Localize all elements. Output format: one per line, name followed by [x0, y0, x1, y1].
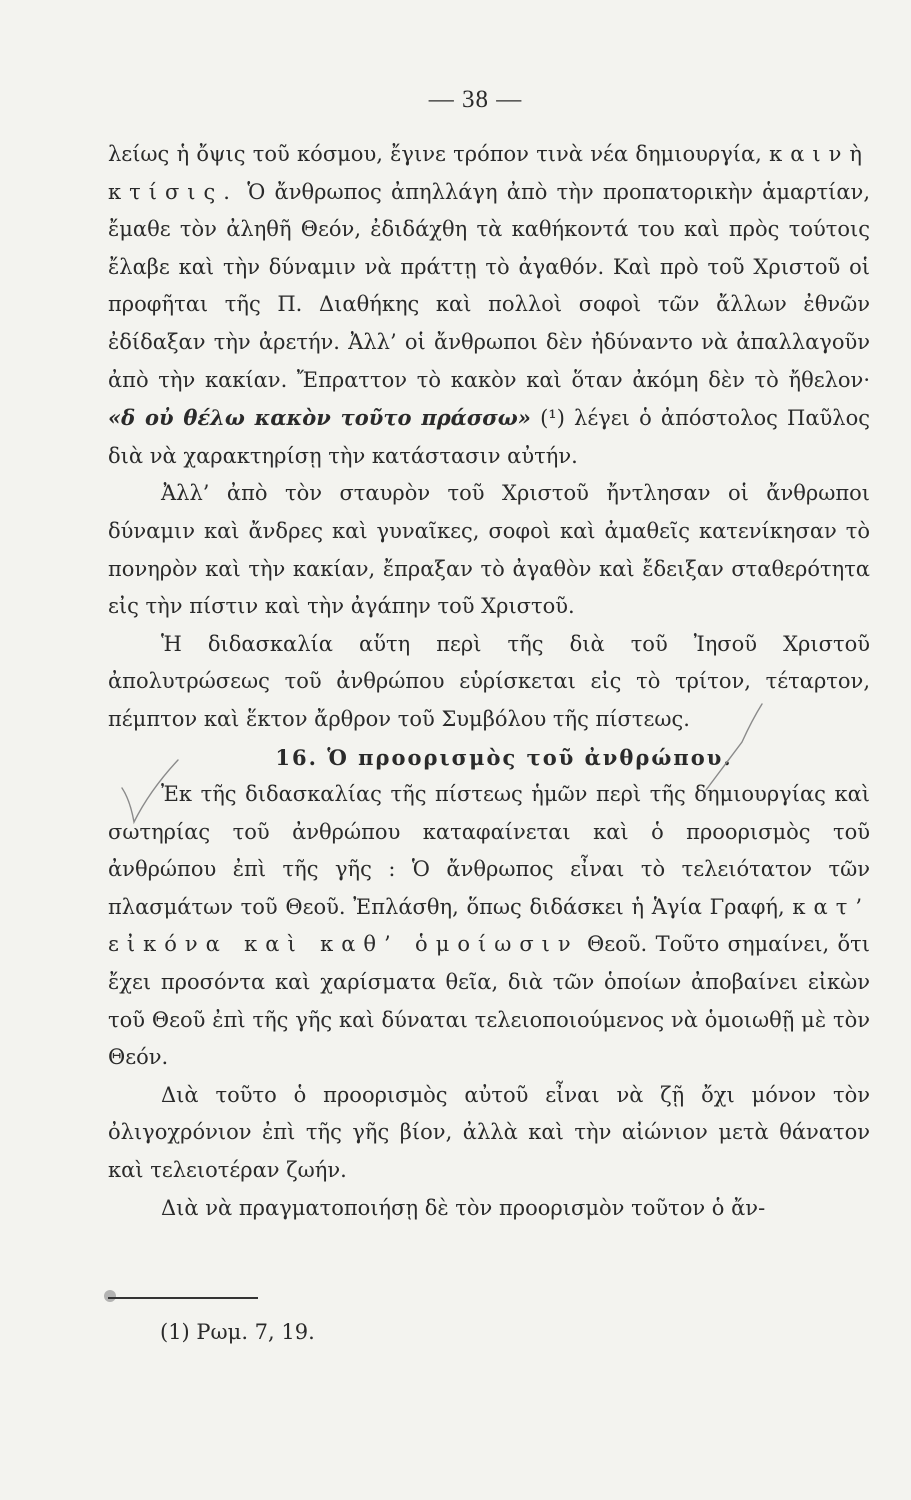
- section-heading: 16. Ὁ προορισμὸς τοῦ ἀνθρώπου.: [275, 744, 733, 770]
- paragraph-4-part-b: Θεοῦ. Τοῦτο σημαίνει, ὅτι ἔχει προσόντα καὶ χαρίσματα θεῖα, διὰ τῶν ὁποίων ἀποβαίνει εἰκὼν τοῦ Θεοῦ ἐπὶ τῆς γῆς καὶ δύναται τελειοποιούμενος νὰ ὁμοιωθῇ μὲ τὸν Θεόν.: [108, 932, 870, 1070]
- paragraph-1: [108, 136, 870, 475]
- footnote-rule: [108, 1297, 258, 1299]
- pauline-quote: «δ οὐ θέλω κακὸν τοῦτο πράσσω»: [108, 405, 531, 431]
- ink-blot: [104, 1290, 116, 1302]
- spaced-phrase-kat-eikona: κατ’ εἰκόνα καὶ καθ’ ὁμοίωσιν: [108, 894, 870, 957]
- page-number: — 38 —: [428, 86, 523, 113]
- paragraph-5: Διὰ τοῦτο ὁ προορισμὸς αὐτοῦ εἶναι νὰ ζῇ ὄχι μόνον τὸν ὀλιγοχρόνιον ἐπὶ τῆς γῆς βίον, ἀλλὰ καὶ τὴν αἰώνιον μετὰ θάνατον καὶ τελειοτέραν ζωήν.: [108, 1082, 870, 1183]
- footnote: (1) Ρωμ. 7, 19.: [160, 1320, 315, 1344]
- paragraph-1-part-c: (¹) λέγει ὁ ἀπόστολος Παῦλος διὰ νὰ χαρακτηρίσῃ τὴν κατάστασιν αὐτήν.: [108, 406, 870, 468]
- paragraph-1-part-a: λείως ἡ ὄψις τοῦ κόσμου, ἔγινε τρόπον τινὰ νέα δημιουργία,: [108, 142, 770, 166]
- spaced-phrase-kaine-ktisis: καινὴ κτίσις.: [108, 142, 870, 204]
- paragraph-1-part-b: Ὁ ἄνθρωπος ἀπηλλάγη ἀπὸ τὴν προπατορικὴν ἁμαρτίαν, ἔμαθε τὸν ἀληθῆ Θεόν, ἐδιδάχθη τὰ καθήκοντά του καὶ πρὸς τούτοις ἔλαβε καὶ τὴν δύναμιν νὰ πράττῃ τὸ ἀγαθόν. Καὶ πρὸ τοῦ Χριστοῦ οἱ προφῆται τῆς Π. Διαθήκης καὶ πολλοὶ σοφοὶ τῶν ἄλλων ἐθνῶν ἐδίδαξαν τὴν ἀρετήν. Ἀλλ’ οἱ ἄνθρωποι δὲν ἠδύναντο νὰ ἀπαλλαγοῦν ἀπὸ τὴν κακίαν. Ἔπραττον τὸ κακὸν καὶ ὅταν ἀκόμη δὲν τὸ ἤθελον·: [108, 179, 870, 392]
- body-text: [108, 136, 870, 1227]
- paragraph-4: [108, 776, 870, 1077]
- paragraph-2: Ἀλλ’ ἀπὸ τὸν σταυρὸν τοῦ Χριστοῦ ἤντλησαν οἱ ἄνθρωποι δύναμιν καὶ ἄνδρες καὶ γυναῖκες, σοφοὶ καὶ ἀμαθεῖς κατενίκησαν τὸ πονηρὸν καὶ τὴν κακίαν, ἔπραξαν τὸ ἀγαθὸν καὶ ἔδειξαν σταθερότητα εἰς τὴν πίστιν καὶ τὴν ἀγάπην τοῦ Χριστοῦ.: [108, 481, 870, 619]
- paragraph-6: Διὰ νὰ πραγματοποιήσῃ δὲ τὸν προορισμὸν τοῦτον ὁ ἄν-: [161, 1195, 766, 1220]
- paragraph-3: Ἡ διδασκαλία αὕτη περὶ τῆς διὰ τοῦ Ἰησοῦ Χριστοῦ ἀπολυτρώσεως τοῦ ἀνθρώπου εὑρίσκεται εἰς τὸ τρίτον, τέταρτον, πέμπτον καὶ ἕκτον ἄρθρον τοῦ Συμβόλου τῆς πίστεως.: [108, 631, 870, 731]
- paragraph-4-part-a: Ἐκ τῆς διδασκαλίας τῆς πίστεως ἡμῶν περὶ τῆς δημιουργίας καὶ σωτηρίας τοῦ ἀνθρώπου καταφαίνεται καὶ ὁ προορισμὸς τοῦ ἀνθρώπου ἐπὶ τῆς γῆς : Ὁ ἄνθρωπος εἶναι τὸ τελειότατον τῶν πλασμάτων τοῦ Θεοῦ. Ἐπλάσθη, ὅπως διδάσκει ἡ Ἁγία Γραφή,: [108, 782, 870, 919]
